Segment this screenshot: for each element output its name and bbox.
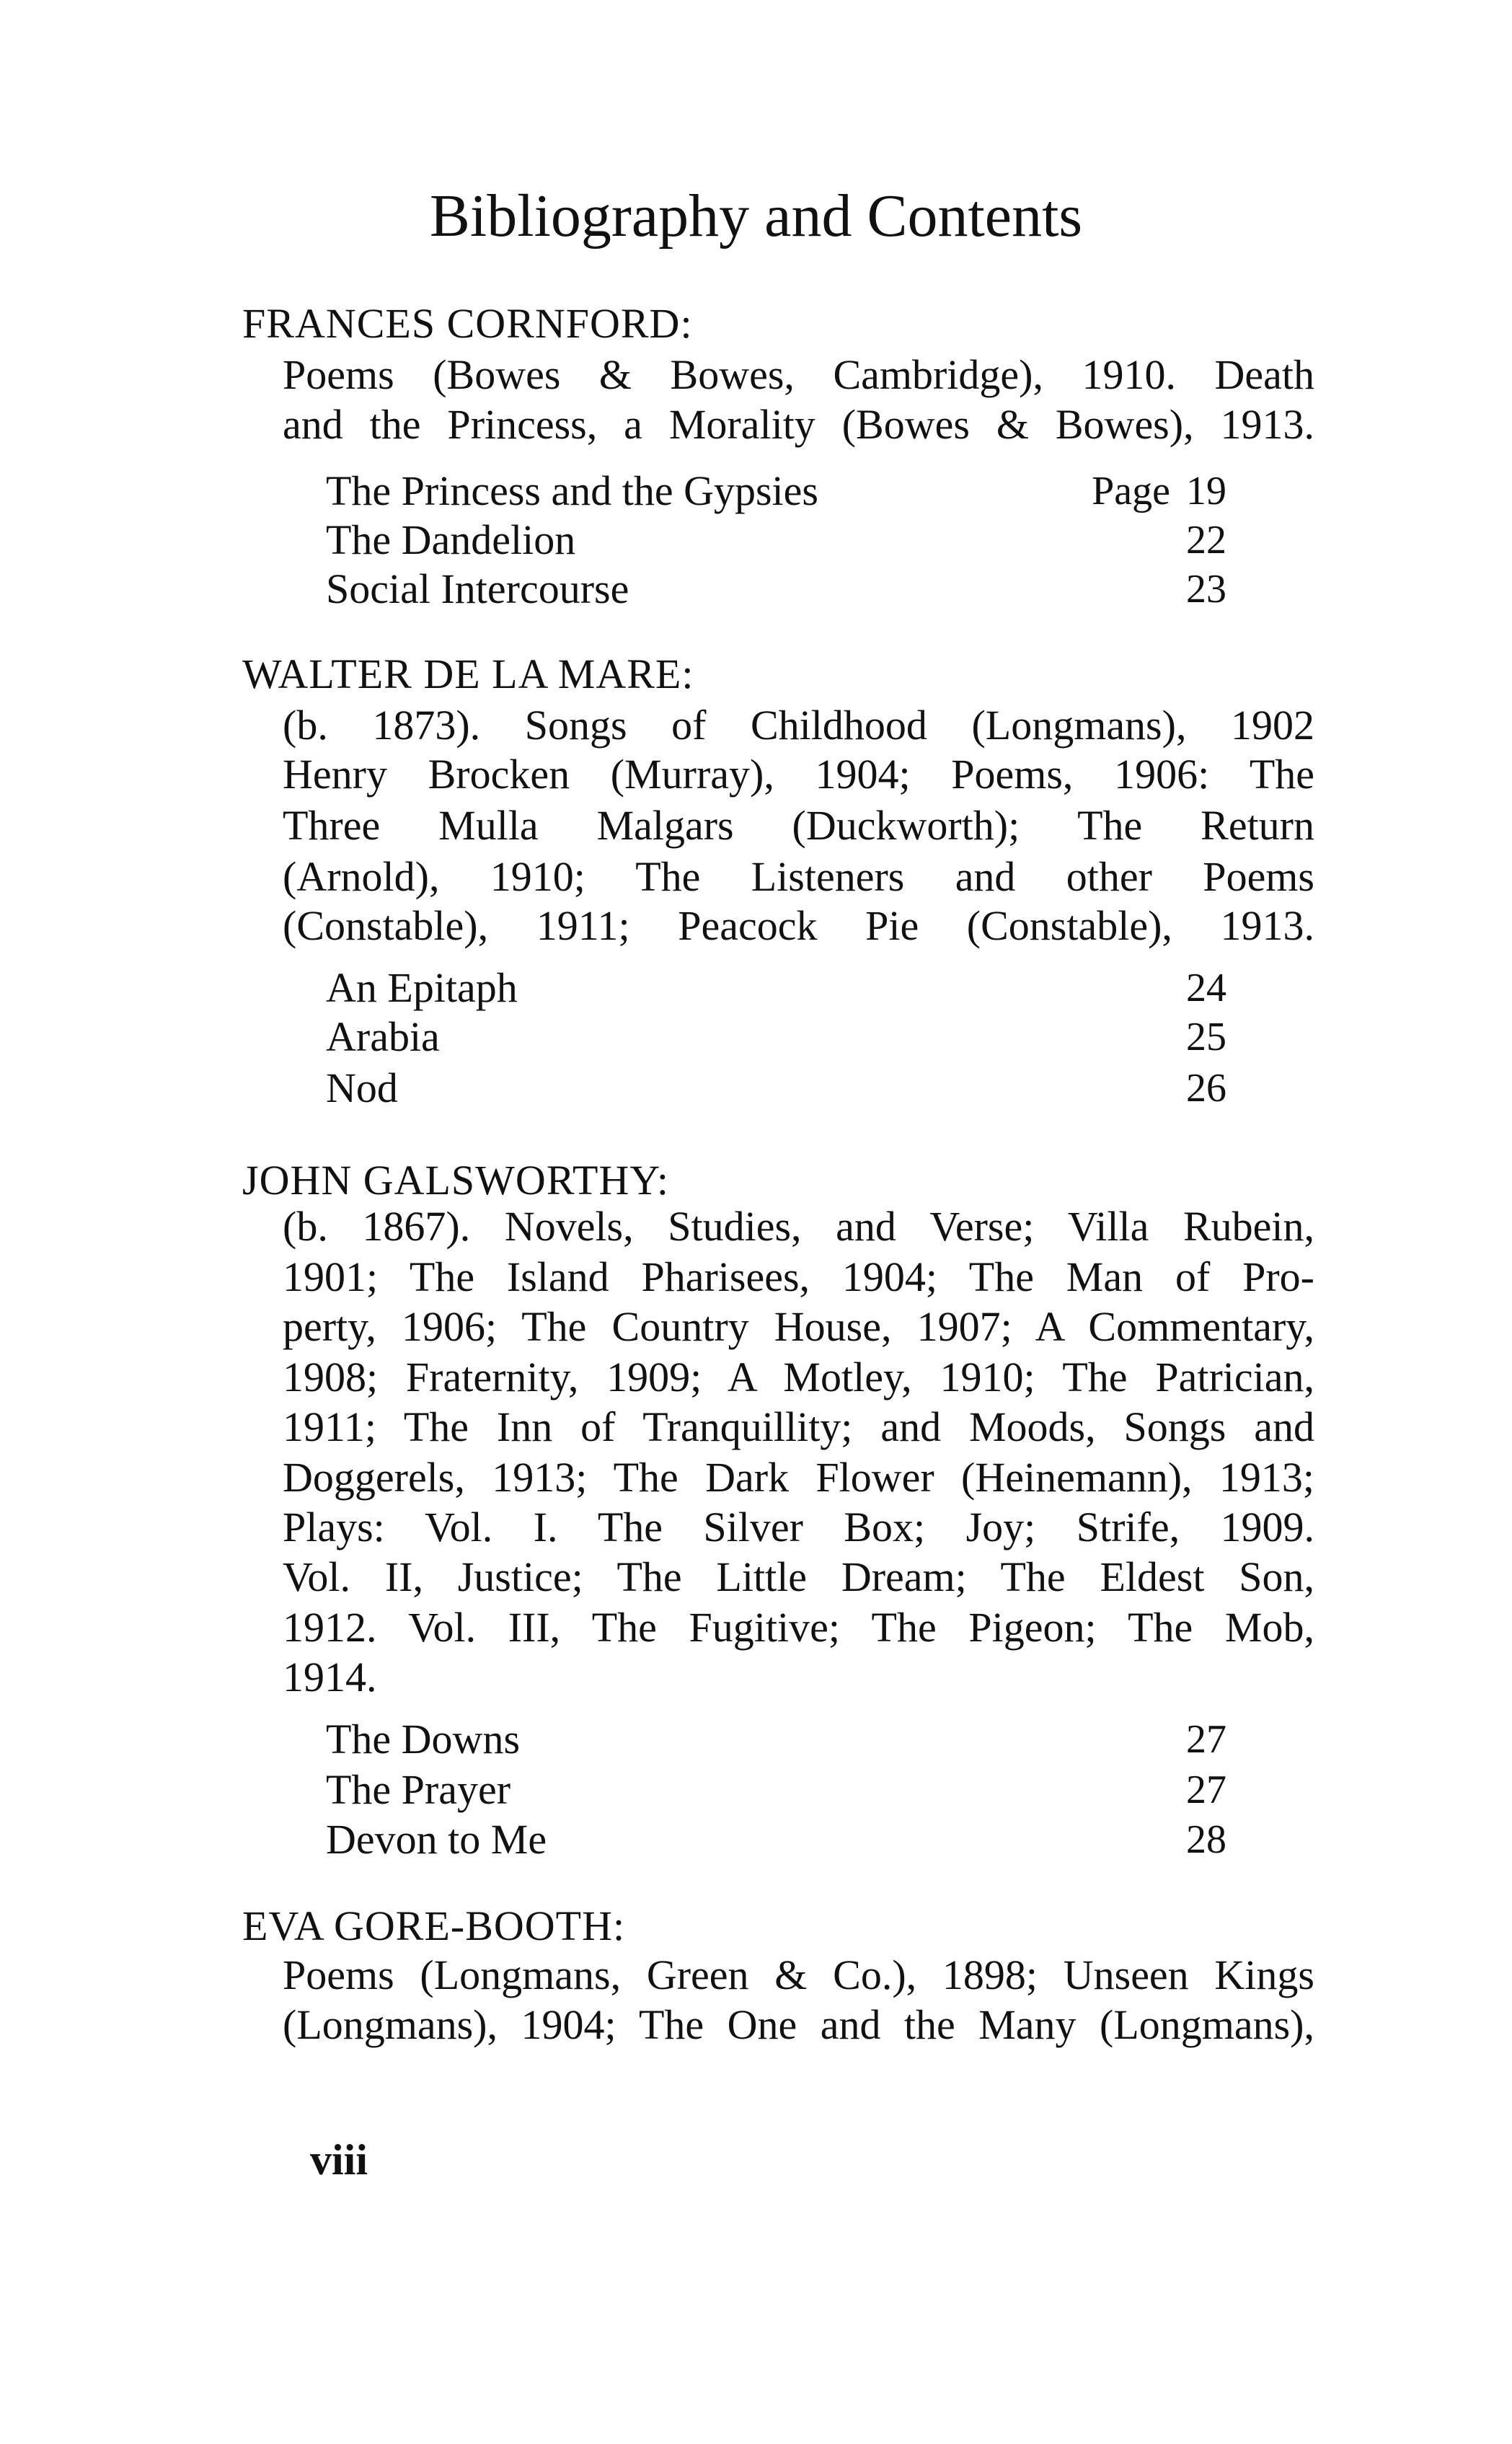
bibliography-line: Poems (Longmans, Green & Co.), 1898; Unseen Kings [283, 1951, 1314, 1998]
bibliography-line: 1914. [283, 1654, 377, 1700]
bibliography-line: Henry Brocken (Murray), 1904; Poems, 1906: The [283, 751, 1314, 798]
bibliography-line: 1911; The Inn of Tranquillity; and Moods, Songs and [283, 1403, 1314, 1450]
bibliography-line: (Longmans), 1904; The One and the Many (Longmans), [283, 2001, 1314, 2048]
page-number-value: 19 [1186, 469, 1226, 513]
contents-entry-title: The Dandelion [326, 516, 576, 563]
bibliography-line: Three Mulla Malgars (Duckworth); The Return [283, 802, 1314, 849]
bibliography-line: Doggerels, 1913; The Dark Flower (Heinemann), 1913; [283, 1454, 1314, 1501]
bibliography-line: (Arnold), 1910; The Listeners and other Poems [283, 853, 1314, 900]
bibliography-line: 1912. Vol. III, The Fugitive; The Pigeon; The Mob, [283, 1604, 1314, 1651]
contents-entry-page [1186, 1063, 1226, 1113]
contents-entry-page [1092, 466, 1226, 516]
page-number-value: 25 [1186, 1015, 1226, 1059]
contents-entry-page [1186, 1765, 1226, 1815]
bibliography-line: perty, 1906; The Country House, 1907; A Commentary, [283, 1303, 1314, 1350]
page-number-value: 27 [1186, 1717, 1226, 1762]
contents-entry-title: Social Intercourse [326, 565, 629, 612]
contents-entry-page [1186, 963, 1226, 1013]
author-heading: FRANCES CORNFORD: [242, 300, 693, 347]
contents-entry-title: Nod [326, 1064, 398, 1111]
page-number-value: 26 [1186, 1066, 1226, 1111]
contents-entry-page [1186, 1012, 1226, 1062]
author-heading: EVA GORE-BOOTH: [242, 1902, 626, 1949]
contents-entry-title: Arabia [326, 1013, 440, 1060]
page-number: viii [310, 2136, 368, 2184]
bibliography-line: (b. 1873). Songs of Childhood (Longmans), 1902 [283, 702, 1314, 749]
page-number-value: 23 [1186, 567, 1226, 612]
contents-entry-page [1186, 1714, 1226, 1765]
page-number-value: 28 [1186, 1817, 1226, 1862]
page-number-value: 24 [1186, 966, 1226, 1010]
bibliography-line: Plays: Vol. I. The Silver Box; Joy; Strife, 1909. [283, 1504, 1314, 1550]
author-heading: JOHN GALSWORTHY: [242, 1157, 670, 1204]
bibliography-line: (Constable), 1911; Peacock Pie (Constable), 1913. [283, 902, 1314, 949]
contents-entry-title: The Prayer [326, 1766, 511, 1813]
contents-entry-page [1186, 1814, 1226, 1865]
contents-entry-title: An Epitaph [326, 964, 518, 1011]
contents-entry-page [1186, 564, 1226, 614]
bibliography-line: 1901; The Island Pharisees, 1904; The Man of Pro- [283, 1253, 1314, 1300]
page-label: Page [1092, 469, 1170, 513]
bibliography-line: Vol. II, Justice; The Little Dream; The Eldest Son, [283, 1553, 1314, 1600]
contents-entry-title: The Downs [326, 1716, 521, 1763]
bibliography-line: Poems (Bowes & Bowes, Cambridge), 1910. Death [283, 351, 1314, 398]
bibliography-line: (b. 1867). Novels, Studies, and Verse; Villa Rubein, [283, 1203, 1314, 1250]
contents-entry-title: Devon to Me [326, 1816, 547, 1863]
bibliography-line: and the Princess, a Morality (Bowes & Bowes), 1913. [283, 401, 1314, 448]
contents-entry-page [1186, 515, 1226, 565]
page-title: Bibliography and Contents [429, 182, 1083, 250]
page-number-value: 22 [1186, 518, 1226, 563]
bibliography-line: 1908; Fraternity, 1909; A Motley, 1910; The Patrician, [283, 1354, 1314, 1400]
contents-entry-title: The Princess and the Gypsies [326, 467, 818, 514]
author-heading: WALTER DE LA MARE: [242, 650, 694, 697]
page-number-value: 27 [1186, 1768, 1226, 1812]
